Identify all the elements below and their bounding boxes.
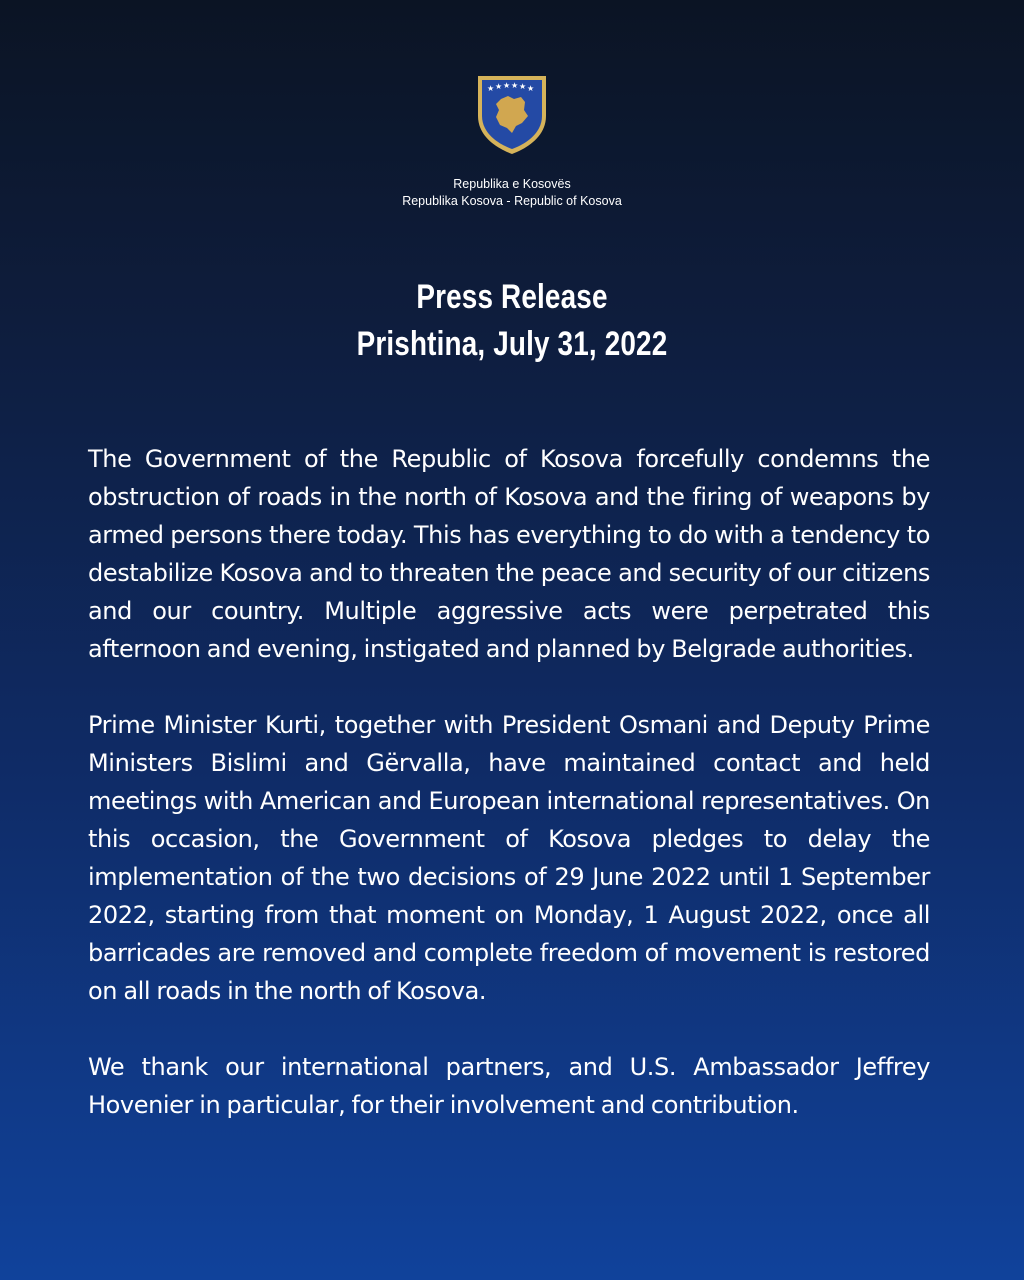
svg-text:★: ★ [503, 81, 511, 90]
press-release-body [88, 440, 930, 1162]
svg-text:★: ★ [511, 81, 519, 90]
svg-text:★: ★ [495, 82, 503, 91]
paragraph-2: Prime Minister Kurti, together with President Osmani and Deputy Prime Ministers Bislimi and Gërvalla, have maintained contact and held meetings with American and European international representatives. On this occasion, the Government of Kosova pledges to delay the implementation of the two decisions of 29 June 2022 until 1 September 2022, starting from that moment on Monday, 1 August 2022, once all barricades are removed and complete freedom of movement is restored on all roads in the north of Kosova. [88, 711, 930, 1005]
republic-name-line-1: Republika e Kosovës [453, 177, 571, 191]
republic-name-line-2: Republika Kosova - Republic of Kosova [402, 194, 622, 208]
header [0, 72, 1024, 210]
paragraph-3: We thank our international partners, and U.S. Ambassador Jeffrey Hovenier in particular, for their involvement and contribution. [88, 1053, 930, 1119]
kosovo-coat-of-arms-icon [474, 72, 550, 156]
svg-text:★: ★ [519, 82, 527, 91]
title-press-release: Press Release [416, 278, 608, 316]
svg-text:★: ★ [527, 84, 535, 93]
paragraph-1: The Government of the Republic of Kosova forcefully condemns the obstruction of roads in the north of Kosova and the firing of weapons by armed persons there today. This has everything to do with a tendency to destabilize Kosova and to threaten the peace and security of our citizens and our country. Multiple aggressive acts were perpetrated this afternoon and evening, instigated and planned by Belgrade authorities. [88, 445, 930, 663]
title-place-date: Prishtina, July 31, 2022 [356, 325, 668, 363]
republic-name [0, 176, 1024, 210]
svg-text:★: ★ [487, 84, 495, 93]
page-title [92, 274, 932, 368]
